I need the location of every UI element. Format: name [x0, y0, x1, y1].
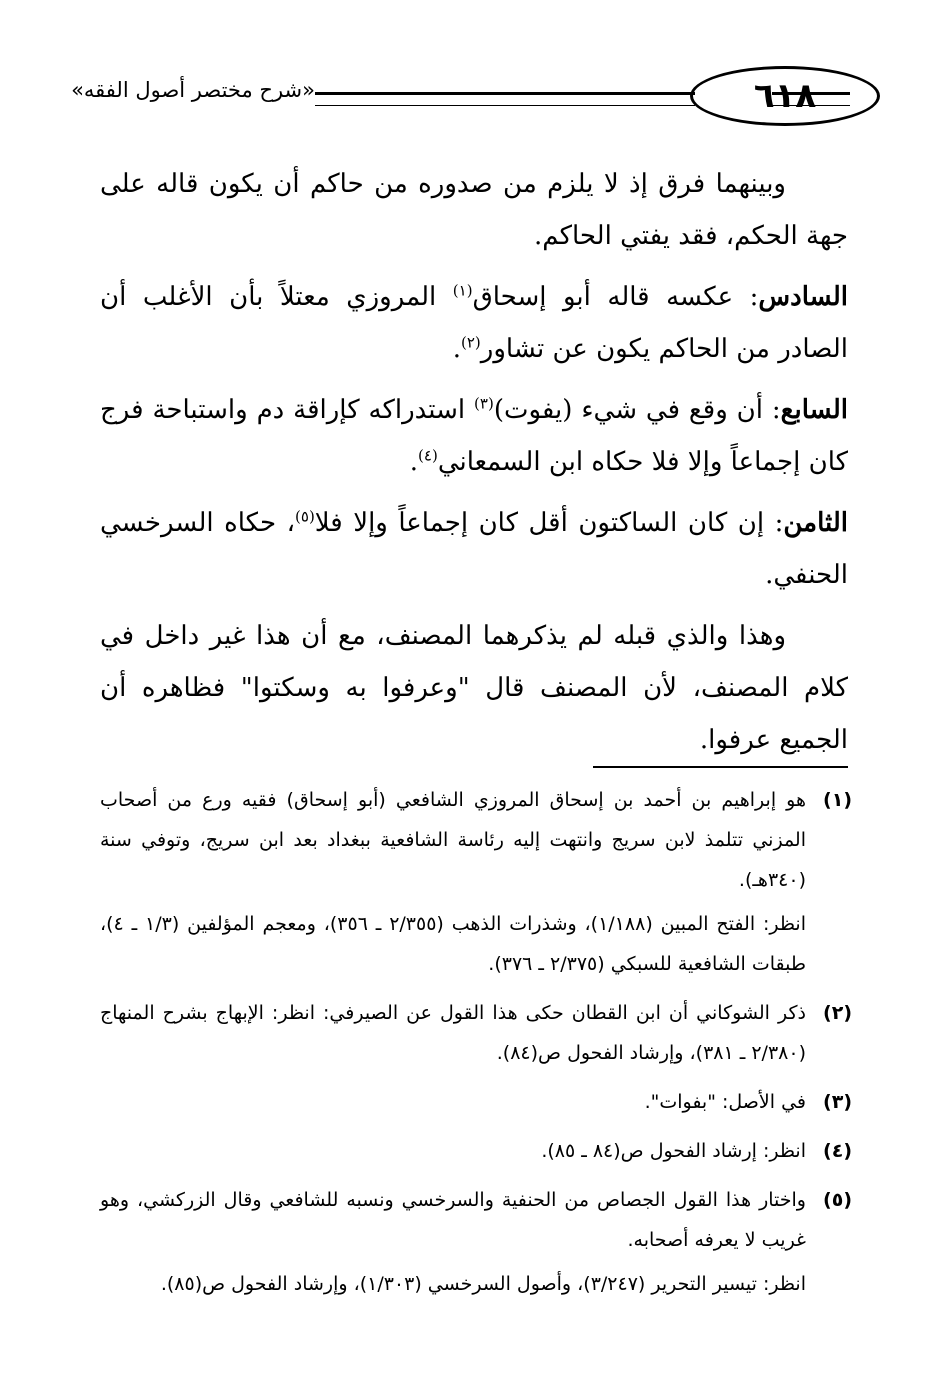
paragraph-sixth	[100, 271, 848, 375]
section-lead: الثامن	[783, 508, 848, 538]
footnote-separator	[593, 766, 848, 768]
footnote-text: واختار هذا القول الجصاص من الحنفية والسرخسي ونسبه للشافعي وقال الزركشي، وهو غريب لا يعرفه أصحابه.	[100, 1189, 806, 1251]
paragraph: وهذا والذي قبله لم يذكرهما المصنف، مع أن هذا غير داخل في كلام المصنف، لأن المصنف قال "وعرفوا به وسكتوا" فظاهره أن الجميع عرفوا.	[100, 621, 848, 755]
footnote	[100, 1131, 852, 1175]
paragraph-text: .	[409, 447, 419, 477]
footnotes	[100, 780, 852, 1313]
footnote-number: (٥)	[823, 1189, 852, 1211]
page-header	[71, 66, 850, 132]
footnote-body	[100, 1131, 806, 1175]
paragraph-text: : عكسه قاله أبو إسحاق	[472, 282, 759, 312]
footnote-ref: (٣)	[474, 394, 494, 413]
footnote-text: هو إبراهيم بن أحمد بن إسحاق المروزي الشافعي (أبو إسحاق) فقيه ورع من أصحاب المزني تتلمذ لابن سريج وانتهت إليه رئاسة الشافعية ببغداد بعد ابن سريج، وتوفي سنة (٣٤٠هـ).	[100, 789, 806, 891]
paragraph-text: استدراكه كإراقة دم واستباحة فرج كان إجماعاً وإلا فلا حكاه ابن السمعاني	[100, 395, 848, 477]
footnote-number: (٢)	[823, 1002, 852, 1024]
footnote-text: انظر: الفتح المبين (١/١٨٨)، وشذرات الذهب (٢/٣٥٥ ـ ٣٥٦)، ومعجم المؤلفين (١/٣ ـ ٤)، طبقات الشافعية للسبكي (٢/٣٧٥ ـ ٣٧٦).	[100, 913, 806, 975]
main-text	[100, 158, 848, 775]
footnote-ref: (٢)	[461, 333, 481, 352]
footnote-text: في الأصل: "بفوات".	[644, 1091, 806, 1113]
footnote	[100, 1180, 852, 1308]
footnote-ref: (٤)	[418, 446, 438, 465]
footnote-number: (٣)	[823, 1091, 852, 1113]
footnote-body	[100, 1180, 806, 1308]
footnote-text: انظر: تيسير التحرير (٣/٢٤٧)، وأصول السرخسي (١/٣٠٣)، وإرشاد الفحول ص(٨٥).	[160, 1273, 806, 1295]
footnote-text: ذكر الشوكاني أن ابن القطان حكى هذا القول عن الصيرفي: انظر: الإبهاج بشرح المنهاج (٢/٣٨٠ ـ ٣٨١)، وإرشاد الفحول ص(٨٤).	[100, 1002, 806, 1064]
footnote	[100, 993, 852, 1077]
paragraph-eighth	[100, 497, 848, 601]
paragraph-seventh	[100, 384, 848, 488]
footnote-number: (٤)	[823, 1140, 852, 1162]
footnote-text: انظر: إرشاد الفحول ص(٨٤ ـ ٨٥).	[541, 1140, 806, 1162]
paragraph-text: : إن كان الساكتون أقل كان إجماعاً وإلا فلا	[314, 508, 784, 538]
footnote-number: (١)	[823, 789, 852, 811]
paragraph-text: المروزي معتلاً بأن الأغلب أن الصادر من الحاكم يكون عن تشاور	[100, 282, 848, 364]
section-lead: السادس	[758, 282, 848, 312]
footnote-body	[100, 780, 806, 988]
paragraph-text: : أن وقع في شيء (يفوت)	[493, 395, 781, 425]
page-number: ٦١٨	[690, 66, 880, 126]
paragraph-text: ، حكاه السرخسي الحنفي.	[100, 508, 848, 590]
header-rule-left	[315, 92, 695, 106]
running-title: «شرح مختصر أصول الفقه»	[71, 78, 315, 102]
paragraph-text: .	[452, 334, 461, 364]
footnote-ref: (٥)	[295, 507, 315, 526]
footnote-body	[100, 1082, 806, 1126]
footnote	[100, 1082, 852, 1126]
paragraph: وبينهما فرق إذ لا يلزم من صدوره من حاكم أن يكون قاله على جهة الحكم، فقد يفتي الحاكم.	[100, 169, 848, 251]
section-lead: السابع	[780, 395, 849, 425]
footnote-ref: (١)	[452, 281, 473, 300]
footnote	[100, 780, 852, 988]
footnote-body	[100, 993, 806, 1077]
